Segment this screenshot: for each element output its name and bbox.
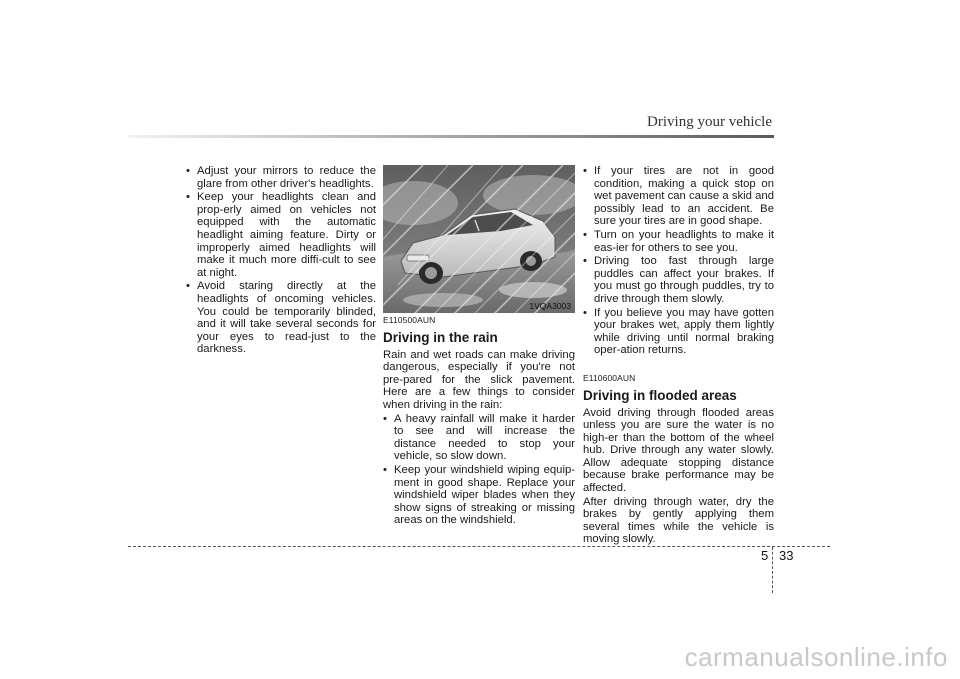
footer-rule (128, 546, 830, 547)
rain-tips-list (383, 413, 575, 527)
list-item: • Adjust your mirrors to reduce the glare from other driver's headlights. (186, 165, 376, 190)
list-item: • Keep your windshield wiping equip-ment in good shape. Replace your windshield wiper blades when they show signs of streaking or missing areas on the windshield. (383, 464, 575, 527)
list-item: • If you believe you may have gotten your brakes wet, apply them lightly while driving until normal braking oper-ation returns. (583, 307, 774, 357)
list-item: • A heavy rainfall will make it harder to see and will increase the distance needed to stop your vehicle, so slow down. (383, 413, 575, 463)
page-number: 33 (779, 548, 794, 563)
illustration-caption: 1VQA3003 (529, 301, 571, 311)
flood-paragraph-2: After driving through water, dry the brakes by gently applying them several times while the vehicle is moving slowly. (583, 495, 774, 546)
section-title-rain: Driving in the rain (383, 329, 498, 345)
section-title-flood: Driving in flooded areas (583, 387, 737, 403)
column-1 (186, 165, 376, 357)
list-item: • Avoid staring directly at the headlights of oncoming vehicles. You could be temporarily blinded, and it will take several seconds for your eyes to read-just to the darkness. (186, 280, 376, 356)
list-item: • Driving too fast through large puddles can affect your brakes. If you must go through puddles, try to drive through them slowly. (583, 255, 774, 305)
wet-driving-tips-list (583, 165, 774, 357)
column-2 (383, 314, 575, 528)
page-number-separator (772, 547, 773, 593)
list-item: • If your tires are not in good condition, making a quick stop on wet pavement can cause a skid and possibly lead to an accident. Be sure your tires are in good shape. (583, 165, 774, 228)
flood-paragraph-1: Avoid driving through flooded areas unless you are sure the water is no high-er than the bottom of the wheel hub. Drive through any water slowly. Allow adequate stopping distance because brake performance may be affected. (583, 406, 774, 495)
section-code: E110600AUN (583, 372, 636, 383)
rain-car-illustration (383, 165, 575, 313)
watermark: carmanualsonline.info (684, 642, 948, 672)
car-in-rain-image (383, 165, 575, 313)
list-item: • Keep your headlights clean and prop-erly aimed on vehicles not equipped with the automatic headlight aiming feature. Dirty or improperly aimed headlights will make it much more diffi-cult to see at night. (186, 191, 376, 279)
list-item: • Turn on your headlights to make it eas-ier for others to see you. (583, 229, 774, 254)
mirror-headlight-tips-list (186, 165, 376, 356)
chapter-number: 5 (761, 548, 769, 563)
header-rule (128, 135, 774, 138)
section-code: E110500AUN (383, 315, 436, 325)
section-header-title: Driving your vehicle (647, 114, 772, 130)
column-3 (583, 165, 774, 547)
rain-intro-paragraph: Rain and wet roads can make driving dangerous, especially if you're not pre-pared for the slick pavement. Here are a few things to consider when driving in the rain: (383, 348, 575, 411)
